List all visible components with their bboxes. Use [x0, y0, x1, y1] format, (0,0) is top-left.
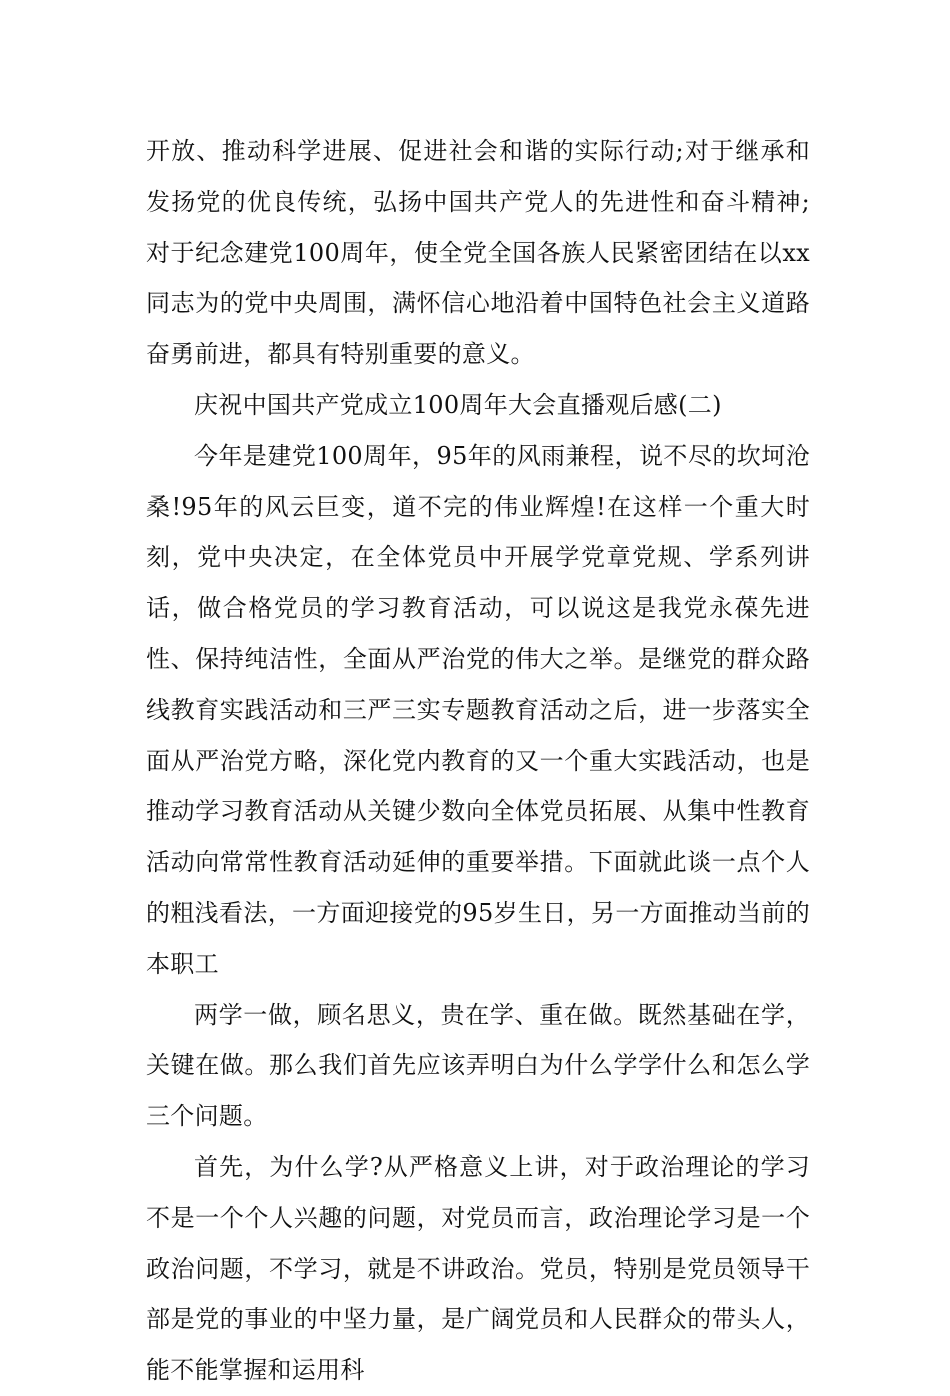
paragraph-intro: 今年是建党100周年，95年的风雨兼程，说不尽的坎坷沧桑!95年的风云巨变，道不完的伟业辉煌!在这样一个重大时刻，党中央决定，在全体党员中开展学党章党规、学系列讲话，做合格党员的学习教育活动，可以说这是我党永葆先进性、保持纯洁性，全面从严治党的伟大之举。是继党的群众路线教育实践活动和三严三实专题教育活动之后，进一步落实全面从严治党方略，深化党内教育的又一个重大实践活动，也是推动学习教育活动从关键少数向全体党员拓展、从集中性教育活动向常常性教育活动延伸的重要举措。下面就此谈一点个人的粗浅看法，一方面迎接党的95岁生日，另一方面推动当前的本职工 [146, 441, 810, 978]
document-body [146, 126, 810, 1396]
paragraph-continuation: 开放、推动科学进展、促进社会和谐的实际行动;对于继承和发扬党的优良传统，弘扬中国共产党人的先进性和奋斗精神;对于纪念建党100周年，使全党全国各族人民紧密团结在以xx同志为的党中央周围，满怀信心地沿着中国特色社会主义道路奋勇前进，都具有特别重要的意义。 [146, 137, 810, 369]
paragraph-two-learn-one-do: 两学一做，顾名思义，贵在学、重在做。既然基础在学，关键在做。那么我们首先应该弄明白为什么学学什么和怎么学三个问题。 [146, 1000, 810, 1131]
section-heading: 庆祝中国共产党成立100周年大会直播观后感(二) [194, 390, 722, 419]
paragraph-why-learn: 首先，为什么学?从严格意义上讲，对于政治理论的学习不是一个个人兴趣的问题，对党员而言，政治理论学习是一个政治问题，不学习，就是不讲政治。党员，特别是党员领导干部是党的事业的中坚力量，是广阔党员和人民群众的带头人，能不能掌握和运用科 [146, 1152, 810, 1385]
